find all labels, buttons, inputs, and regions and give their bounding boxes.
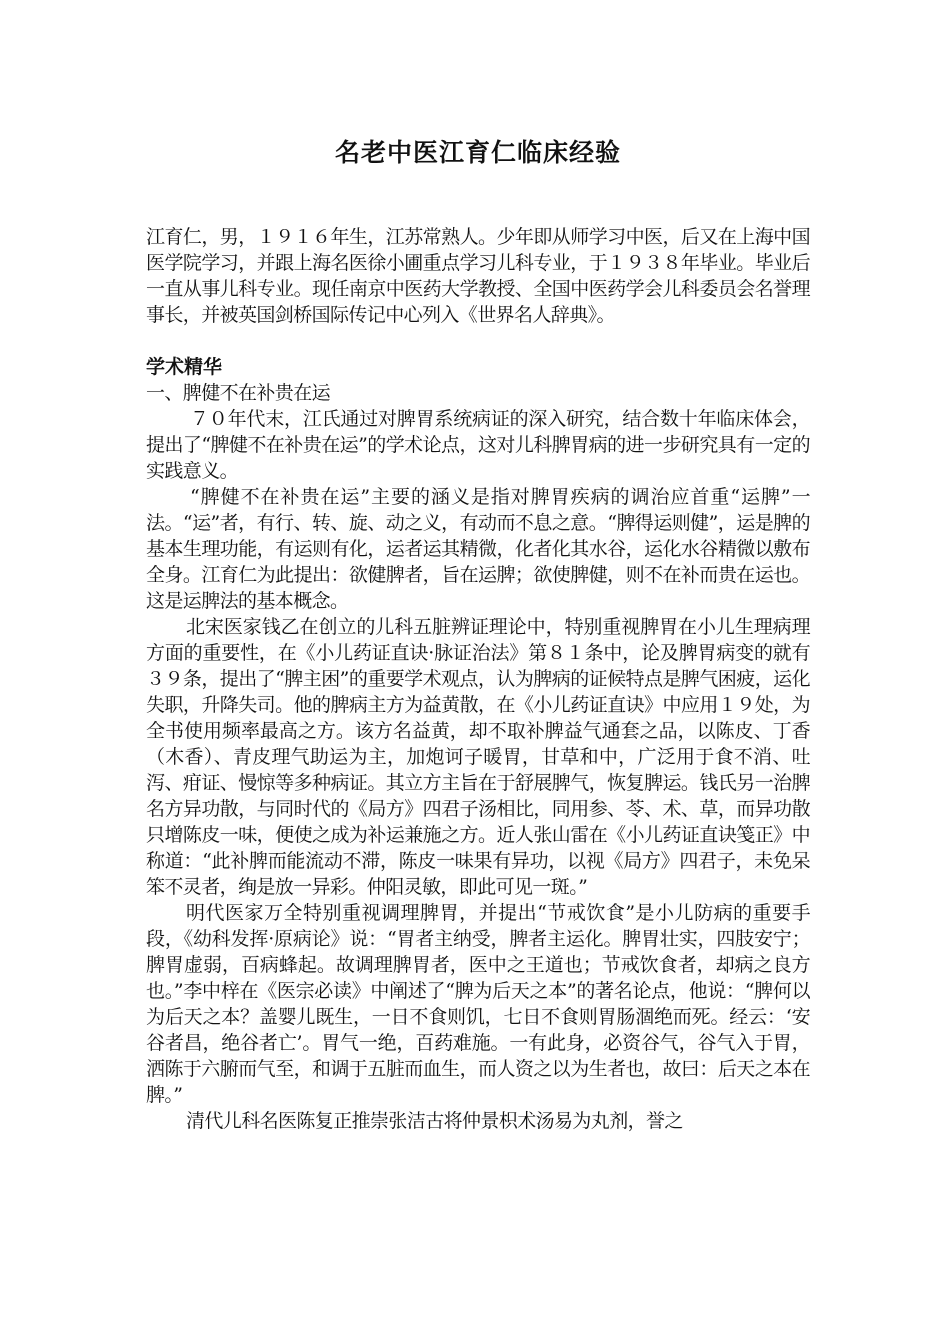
document-body (146, 224, 810, 1134)
body-paragraph: ７０年代末，江氏通过对脾胃系统病证的深入研究，结合数十年临床体会，提出了“脾健不在补贵在运”的学术论点，这对儿科脾胃病的进一步研究具有一定的实践意义。 (146, 408, 810, 482)
intro-paragraph: 江育仁，男，１９１６年生，江苏常熟人。少年即从师学习中医，后又在上海中国医学院学习，并跟上海名医徐小圃重点学习儿科专业，于１９３８年毕业。毕业后一直从事儿科专业。现任南京中医药大学教授、全国中医药学会儿科委员会名誉理事长，并被英国剑桥国际传记中心列入《世界名人辞典》。 (146, 226, 810, 326)
body-paragraph: 清代儿科名医陈复正推崇张洁古将仲景枳术汤易为丸剂，誉之 (186, 1110, 683, 1132)
body-paragraph: 北宋医家钱乙在创立的儿科五脏辨证理论中，特别重视脾胃在小儿生理病理方面的重要性，在《小儿药证直诀·脉证治法》第８１条中，论及脾胃病变的就有３９条，提出了“脾主困”的重要学术观点，认为脾病的证候特点是脾气困疲，运化失职，升降失司。他的脾病主方为益黄散，在《小儿药证直诀》中应用１９处，为全书使用频率最高之方。该方名益黄，却不取补脾益气通套之品，以陈皮、丁香（木香）、青皮理气助运为主，加炮诃子暖胃，甘草和中，广泛用于食不消、吐泻、疳证、慢惊等多种病证。其立方主旨在于舒展脾气，恢复脾运。钱氏另一治脾名方异功散，与同时代的《局方》四君子汤相比，同用参、苓、术、草，而异功散只增陈皮一味，便使之成为补运兼施之方。近人张山雷在《小儿药证直诀笺正》中称道：“此补脾而能流动不滞，陈皮一味果有异功，以视《局方》四君子，未免呆笨不灵者，绚是放一异彩。仲阳灵敏，即此可见一斑。” (146, 616, 810, 898)
subsection-heading: 一、脾健不在补贵在运 (146, 382, 331, 404)
body-paragraph: “脾健不在补贵在运”主要的涵义是指对脾胃疾病的调治应首重“运脾”一法。“运”者，有行、转、旋、动之义，有动而不息之意。“脾得运则健”，运是脾的基本生理功能，有运则有化，运者运其精微，化者化其水谷，运化水谷精微以敷布全身。江育仁为此提出：欲健脾者，旨在运脾；欲使脾健，则不在补而贵在运也。这是运脾法的基本概念。 (146, 486, 810, 612)
document-title: 名老中医江育仁临床经验 (334, 138, 621, 167)
body-paragraph: 明代医家万全特别重视调理脾胃，并提出“节戒饮食”是小儿防病的重要手段，《幼科发挥·原病论》说：“胃者主纳受，脾者主运化。脾胃壮实，四肢安宁；脾胃虚弱，百病蜂起。故调理脾胃者，医中之王道也；节戒饮食者，却病之良方也。”李中梓在《医宗必读》中阐述了“脾为后天之本”的著名论点，他说：“脾何以为后天之本？盖婴儿既生，一日不食则饥，七日不食则胃肠涸绝而死。经云：‘安谷者昌，绝谷者亡’。胃气一绝，百药难施。一有此身，必资谷气，谷气入于胃，洒陈于六腑而气至，和调于五脏而血生，而人资之以为生者也，故曰：后天之本在脾。” (146, 902, 810, 1106)
section-heading: 学术精华 (146, 356, 223, 378)
